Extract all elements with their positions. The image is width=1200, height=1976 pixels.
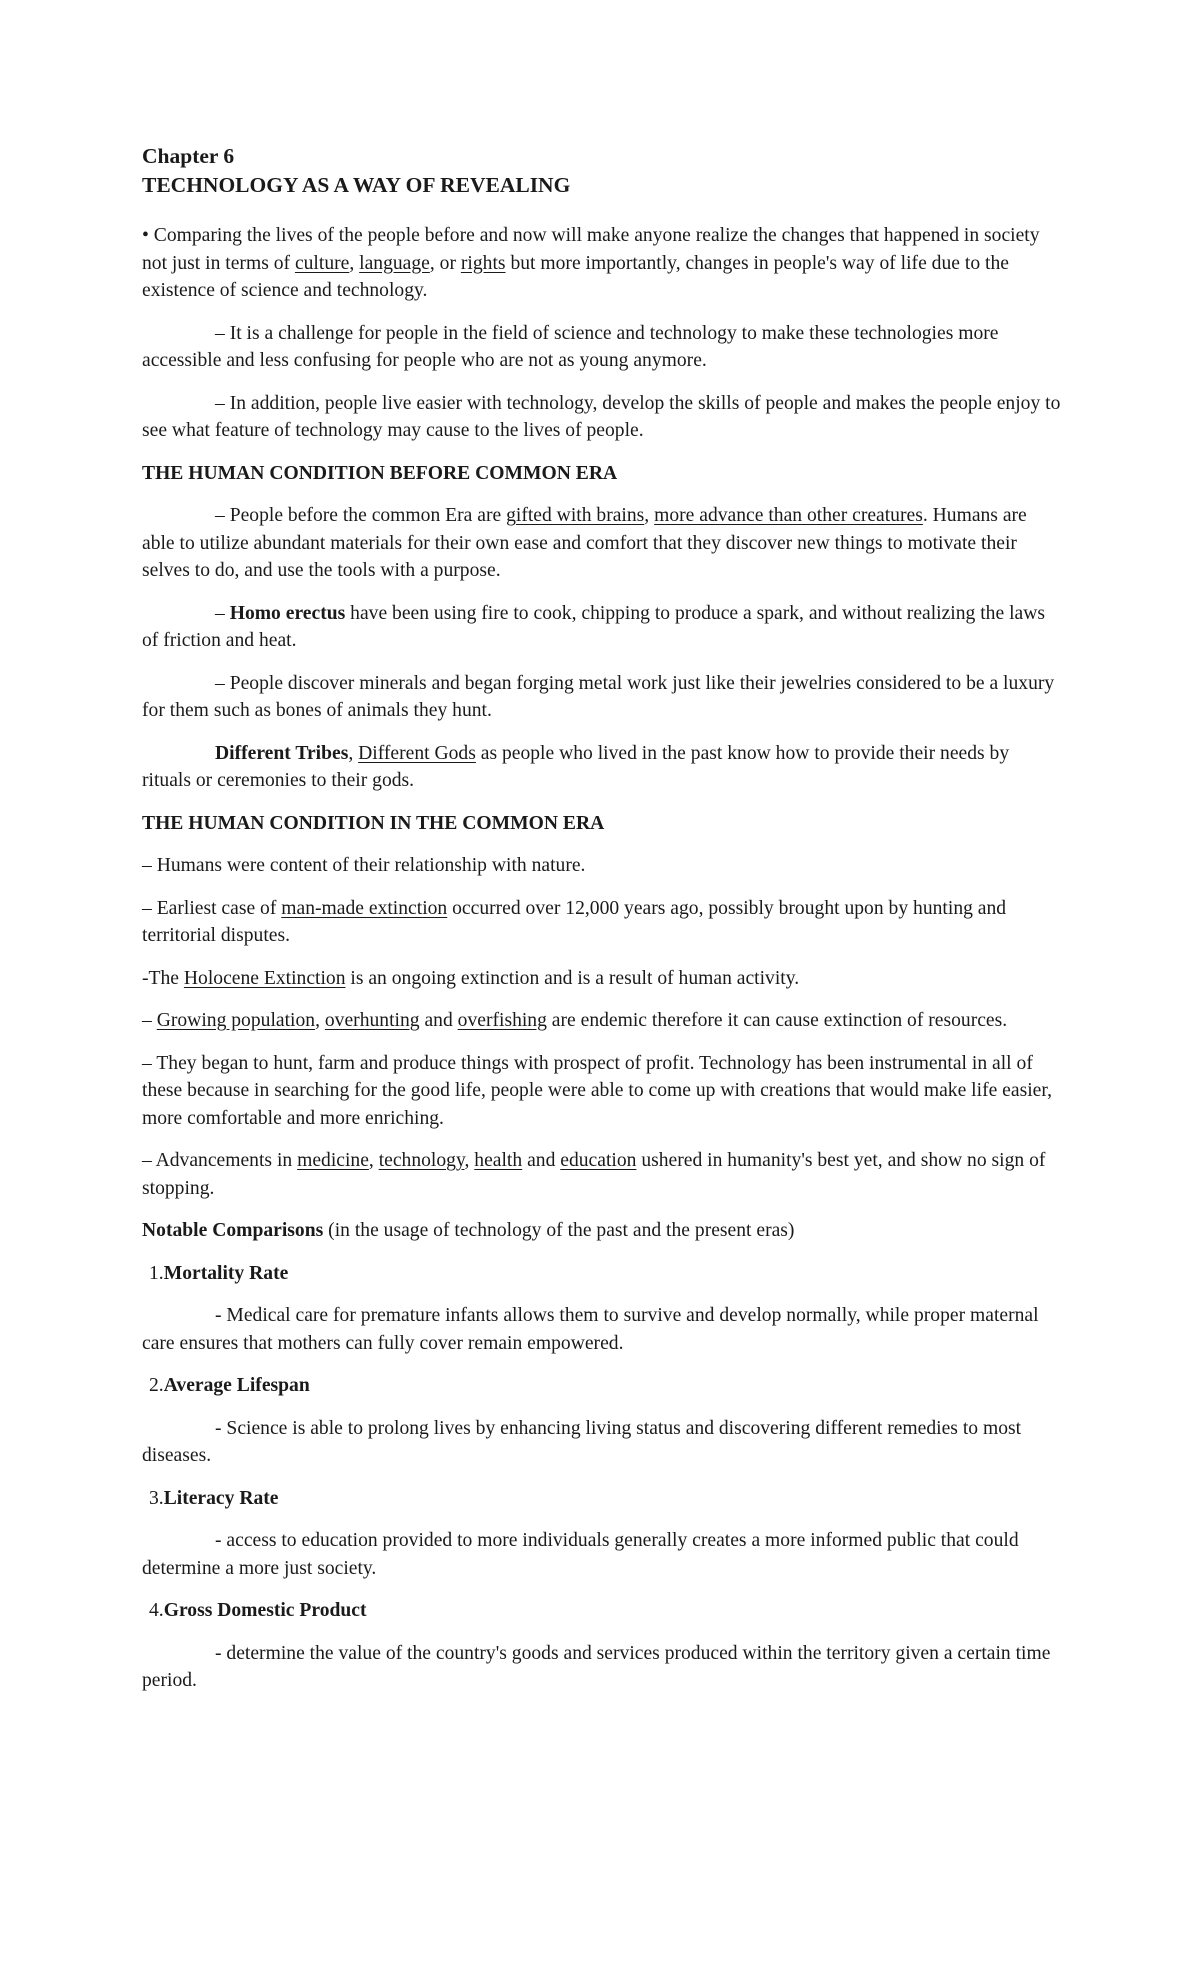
underlined-term: culture	[294, 252, 350, 274]
text-span: but more importantly, changes in people's way of life due to the existence of science and technology.	[142, 252, 1009, 301]
chapter-header	[142, 142, 1062, 200]
list-number: 3.	[149, 1487, 164, 1509]
text-span: (in the usage of technology of the past and the present eras)	[323, 1220, 795, 1241]
list-item-title	[142, 1485, 1062, 1513]
list-item-title	[142, 1260, 1062, 1288]
text-span: and	[419, 1010, 458, 1031]
common-era-paragraph	[142, 965, 1062, 993]
text-span: -The	[142, 967, 184, 989]
text-span: is an ongoing extinction and is a result of human activity.	[345, 967, 800, 989]
list-item-label: Average Lifespan	[163, 1375, 310, 1396]
text-span: –	[215, 602, 230, 624]
section-heading-common-era: THE HUMAN CONDITION IN THE COMMON ERA	[142, 812, 605, 834]
list-item-label: Gross Domestic Product	[163, 1600, 367, 1621]
list-number: 1.	[149, 1262, 164, 1284]
common-era-paragraph	[142, 1147, 1062, 1202]
chapter-label: Chapter 6	[142, 144, 235, 168]
section-heading-before-common-era: THE HUMAN CONDITION BEFORE COMMON ERA	[142, 462, 618, 484]
underlined-term: technology	[378, 1150, 465, 1171]
bold-term: Homo erectus	[229, 602, 346, 624]
list-item-description: - Science is able to prolong lives by enhancing living status and discovering different remedies to most diseases.	[142, 1417, 1022, 1466]
text-span: and	[522, 1150, 561, 1171]
common-era-paragraph: – Humans were content of their relationship with nature.	[142, 855, 586, 876]
text-span: ,	[348, 742, 359, 764]
text-span: –	[142, 1010, 157, 1031]
underlined-term: education	[560, 1150, 637, 1171]
list-item-description: - access to education provided to more individuals generally creates a more informed public that could determine a more just society.	[142, 1530, 1019, 1579]
before-paragraph	[142, 600, 1062, 655]
list-item-title	[142, 1597, 1062, 1625]
text-span: Comparing the lives of the people before and now will make anyone realize the changes that happened in society not just in terms of	[142, 225, 1040, 274]
text-span: ,	[644, 505, 655, 526]
text-span: ushered in humanity's best yet, and show no sign of stopping.	[142, 1150, 1046, 1199]
common-era-paragraph: – They began to hunt, farm and produce things with prospect of profit. Technology has been instrumental in all of these because in searching for the good life, people were able to come up with creations that would make life easier, more comfortable and more enriching.	[142, 1052, 1052, 1129]
comparisons-heading	[142, 1217, 1062, 1245]
list-item-label: Literacy Rate	[163, 1487, 279, 1509]
intro-dash-paragraph: – It is a challenge for people in the field of science and technology to make these technologies more accessible and less confusing for people who are not as young anymore.	[142, 322, 999, 371]
text-span: have been using fire to cook, chipping to produce a spark, and without realizing the laws of friction and heat.	[142, 602, 1045, 651]
underlined-term: overfishing	[457, 1010, 547, 1031]
underlined-term: overhunting	[324, 1010, 420, 1031]
underlined-term: health	[474, 1150, 523, 1171]
text-span: as people who lived in the past know how to provide their needs by rituals or ceremonies to their gods.	[142, 742, 1010, 791]
list-item-title	[142, 1372, 1062, 1400]
text-span: ,	[315, 1010, 325, 1031]
text-span: – People before the common Era are	[215, 505, 507, 526]
bold-term: Notable Comparisons	[142, 1220, 324, 1241]
text-span: – Advancements in	[142, 1150, 298, 1171]
underlined-term: Holocene Extinction	[183, 967, 346, 989]
intro-paragraph	[142, 222, 1062, 305]
text-span: ,	[464, 1150, 475, 1171]
text-span: . Humans are able to utilize abundant materials for their own ease and comfort that they discover new things to motivate their selves to do, and use the tools with a purpose.	[142, 505, 1027, 581]
underlined-term: rights	[460, 252, 506, 274]
intro-dash-paragraph: – In addition, people live easier with technology, develop the skills of people and makes the people enjoy to see what feature of technology may cause to the lives of people.	[142, 392, 1061, 441]
text-span: occurred over 12,000 years ago, possibly brought upon by hunting and territorial disputes.	[142, 897, 1007, 946]
chapter-title: TECHNOLOGY AS A WAY OF REVEALING	[142, 173, 571, 197]
underlined-term: man-made extinction	[281, 897, 448, 919]
list-item-label: Mortality Rate	[163, 1262, 289, 1284]
underlined-term: gifted with brains	[506, 505, 645, 526]
underlined-term: Growing population	[156, 1010, 316, 1031]
text-span: – Earliest case of	[142, 897, 282, 919]
before-paragraph	[142, 502, 1062, 585]
before-paragraph	[142, 740, 1062, 795]
common-era-paragraph	[142, 1007, 1062, 1035]
list-number: 4.	[149, 1600, 164, 1621]
text-span: , or	[429, 252, 461, 274]
list-item-description: - Medical care for premature infants allows them to survive and develop normally, while proper maternal care ensures that mothers can fully cover remain empowered.	[142, 1305, 1039, 1354]
bold-term: Different Tribes	[215, 742, 349, 764]
text-span: ,	[349, 252, 360, 274]
common-era-paragraph	[142, 895, 1062, 950]
text-span: ,	[368, 1150, 379, 1171]
text-span: are endemic therefore it can cause extinction of resources.	[546, 1010, 1008, 1031]
document-page	[142, 142, 1062, 1710]
list-number: 2.	[149, 1375, 164, 1396]
list-item-description: - determine the value of the country's goods and services produced within the territory given a certain time period.	[142, 1642, 1051, 1691]
underlined-term: Different Gods	[358, 742, 476, 764]
underlined-term: more advance than other creatures	[654, 505, 923, 526]
underlined-term: medicine	[297, 1150, 369, 1171]
underlined-term: language	[359, 252, 430, 274]
bullet-icon: •	[142, 225, 149, 246]
before-paragraph: – People discover minerals and began forging metal work just like their jewelries considered to be a luxury for them such as bones of animals they hunt.	[142, 672, 1055, 721]
